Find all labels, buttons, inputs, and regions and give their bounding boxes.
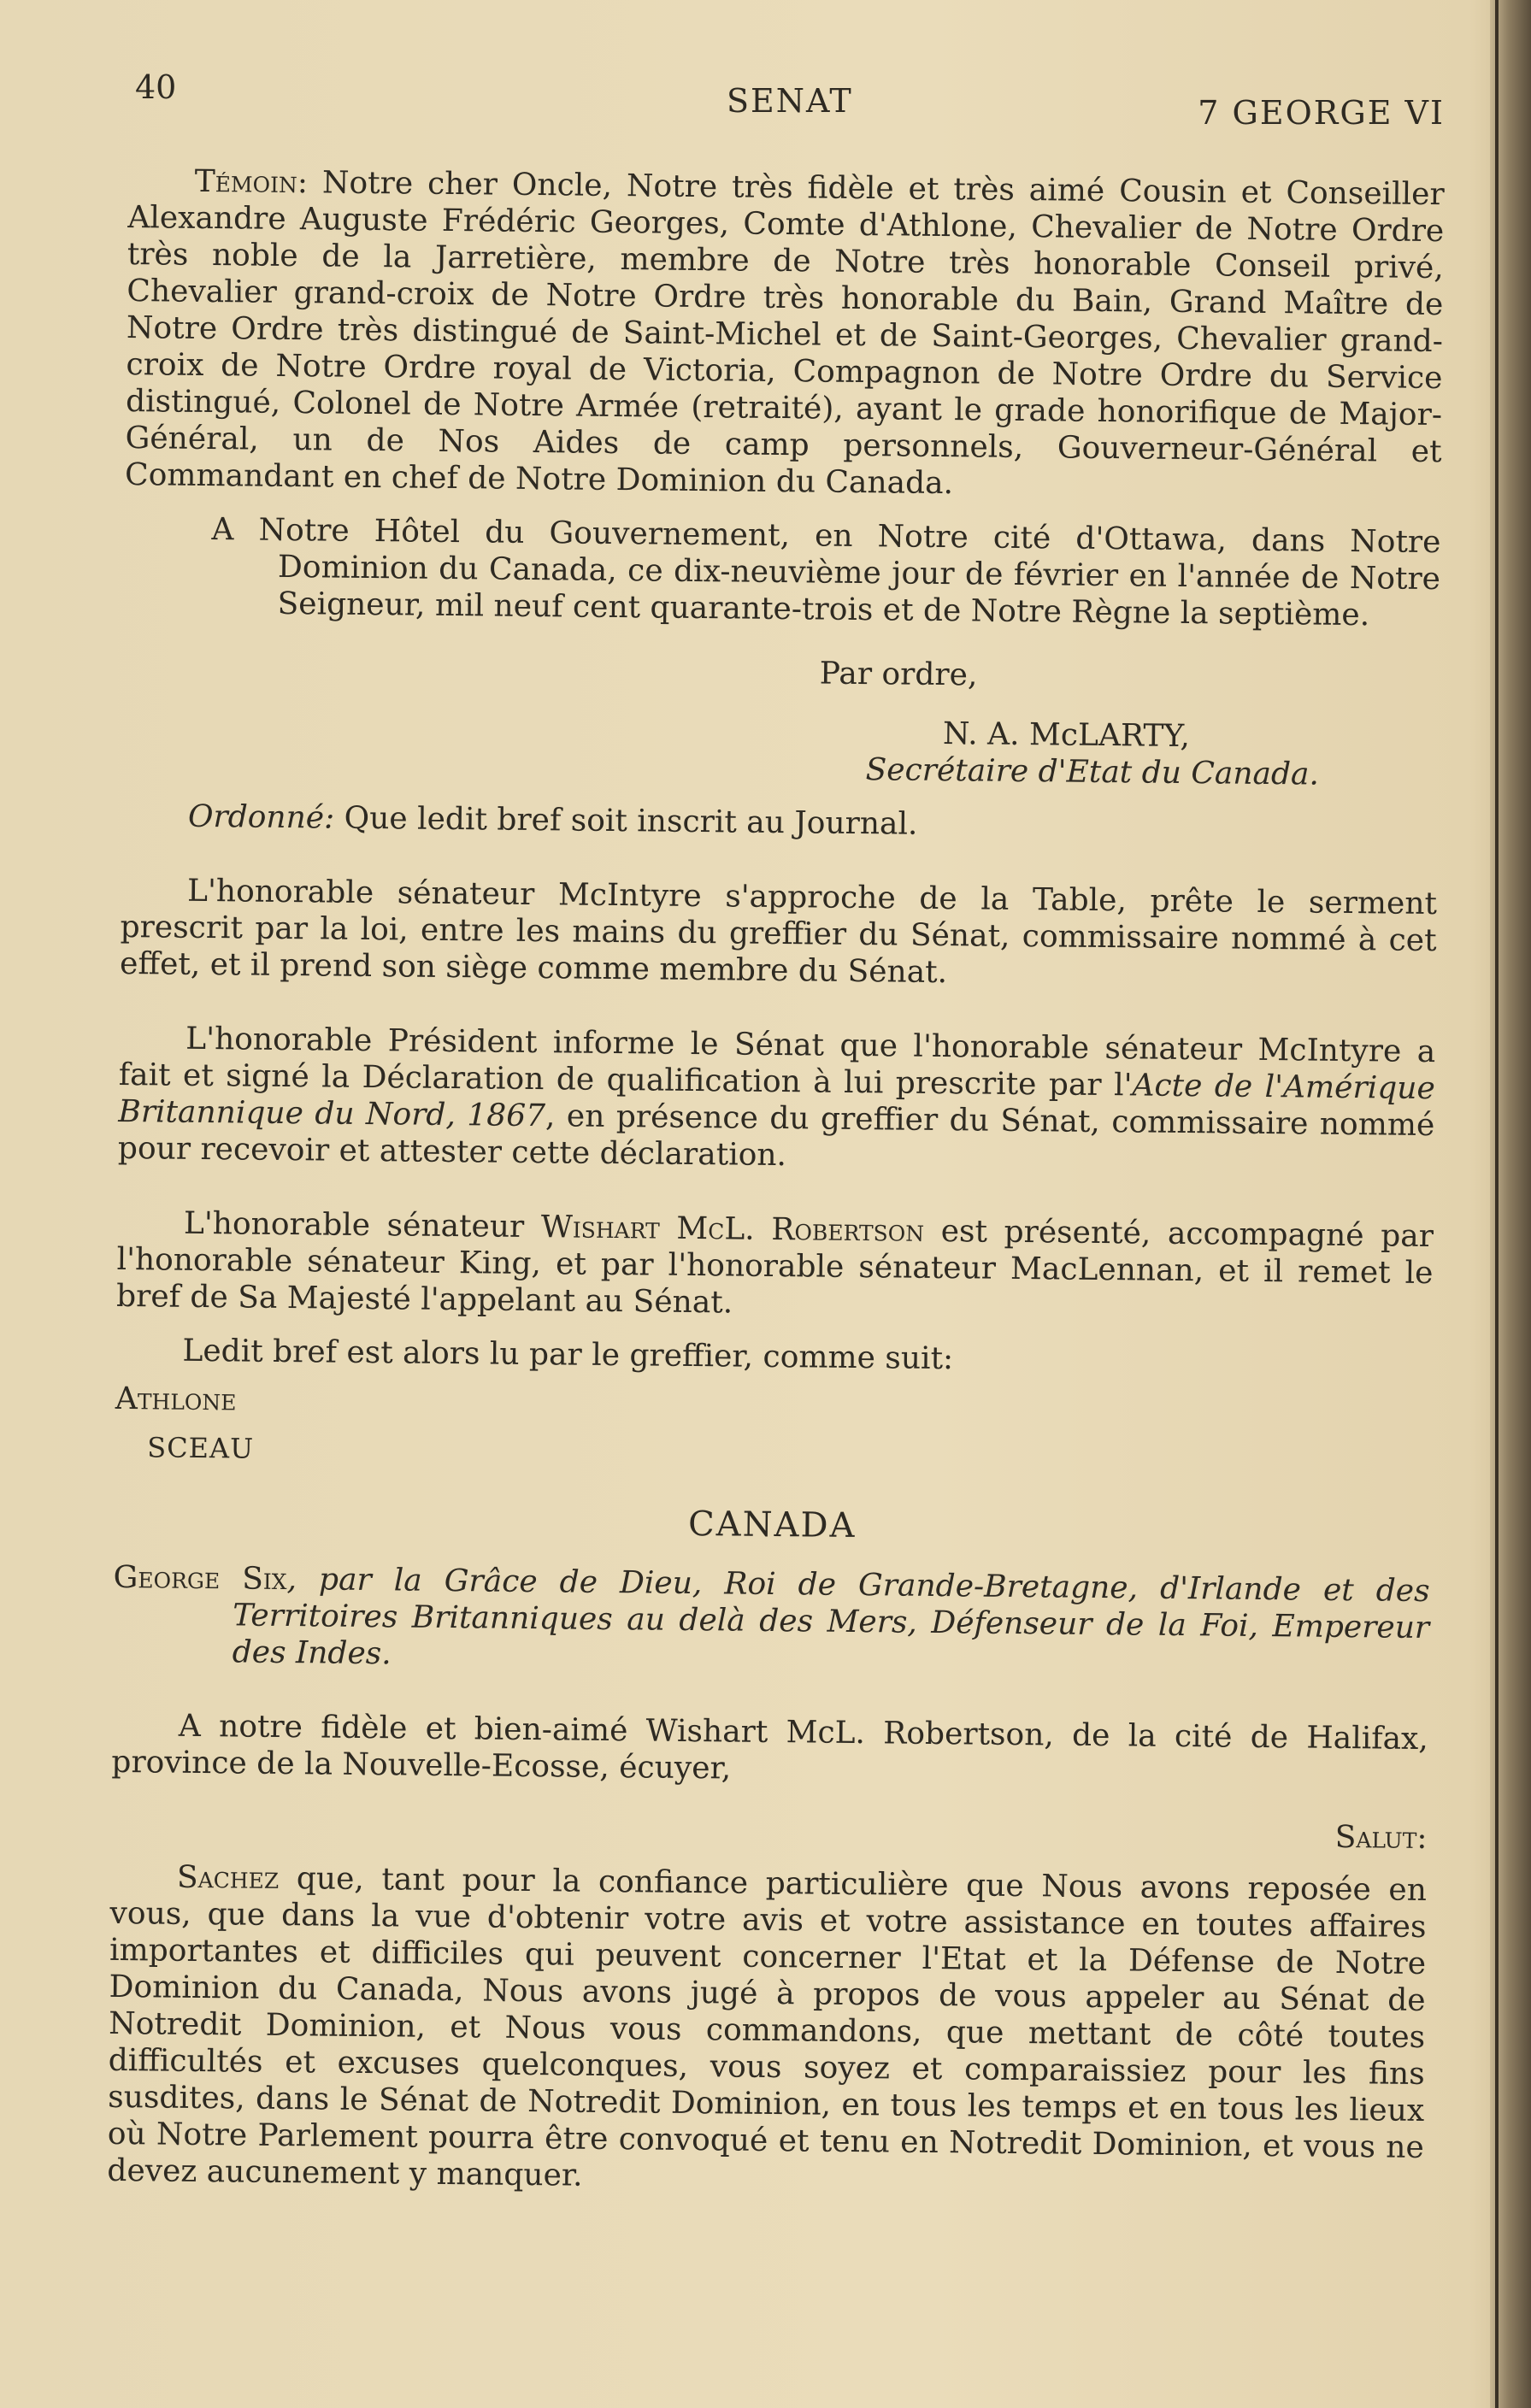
- president-text-2: , en présence du greffier du Sénat, commissaire nommé pour recevoir et attester cette déclaration.: [117, 1098, 1435, 1174]
- writ-body-paragraph: [107, 1858, 1427, 2203]
- president-text-1: L'honorable Président informe le Sénat que l'honorable sénateur McIntyre a fait et signé la Déclaration de qualification à lui prescrite par l': [118, 1021, 1436, 1104]
- mcintyre-oath-paragraph: L'honorable sénateur McIntyre s'approche de la Table, prête le serment prescrit par la loi, entre les mains du greffier du Sénat, commissaire nommé à cet effet, et il prend son siège comme membre du Sénat.: [119, 873, 1438, 991]
- writ-body-text: que, tant pour la confiance particulière que Nous avons reposée en vous, que dans la vue d'obtenir votre avis et votre assistance en toutes affaires importantes et difficiles qui peuvent concerner l'Etat et la Défense de Notre Dominion du Canada, Nous avons jugé à propos de vous appeler au Sénat de Notredit Dominion, et Nous vous commandons, que mettant de côté toutes difficultés et excuses quelconques, vous soyez et comparaissiez pour les fins susdites, dans le Sénat de Notredit Dominion, en tous les temps et en tous les lieux où Notre Parlement pourra être convoqué et tenu en Notredit Dominion, et vous ne devez aucunement y manquer.: [107, 1860, 1428, 2193]
- witness-text: Notre cher Oncle, Notre très fidèle et très aimé Cousin et Conseiller Alexandre Auguste Frédéric Georges, Comte d'Athlone, Chevalier de Notre Ordre très noble de la Jarretière, membre de Notre très honorable Conseil privé, Chevalier grand-croix de Notre Ordre très honorable du Bain, Grand Maître de Notre Ordre très distingué de Saint-Michel et de Saint-Georges, Chevalier grand-croix de Notre Ordre royal de Victoria, Compagnon de Notre Ordre du Service distingué, Colonel de Notre Armée (retraité), ayant le grade honorifique de Major-Général, un de Nos Aides de camp personnels, Gouverneur-Général et Commandant en chef de Notre Dominion du Canada.: [124, 165, 1445, 502]
- witness-paragraph: [125, 162, 1445, 507]
- robertson-text-2: est présenté, accompagné par l'honorable sénateur King, et par l'honorable sénateur MacLennan, et il remet le bref de Sa Majesté l'appelant au Sénat.: [115, 1213, 1434, 1321]
- writ-read-paragraph: Ledit bref est alors lu par le greffier, comme suit:: [182, 1333, 954, 1377]
- ordered-paragraph: [121, 798, 1438, 848]
- page-body: [107, 162, 1445, 2203]
- page-number: 40: [135, 68, 177, 106]
- signatory-name: N. A. McLARTY,: [942, 716, 1191, 755]
- by-order-line: Par ordre,: [819, 656, 978, 693]
- book-gutter-line: [1495, 0, 1499, 2408]
- reign-title: 7 GEORGE VI: [1198, 94, 1445, 132]
- page-header: [128, 60, 1462, 132]
- seal-label: SCEAU: [147, 1431, 255, 1465]
- robertson-paragraph: [116, 1204, 1434, 1328]
- signatory-title: Secrétaire d'Etat du Canada.: [865, 752, 1320, 792]
- ordered-label: Ordonné:: [187, 798, 335, 836]
- writ-first-word: Sachez: [176, 1859, 280, 1896]
- place-date-paragraph: A Notre Hôtel du Gouvernement, en Notre cité d'Ottawa, dans Notre Dominion du Canada, ce dix-neuvième jour de février en l'année de Notre Seigneur, mil neuf cent quarante-trois et de Notre Règne la septième.: [211, 512, 1441, 633]
- robertson-name: Wishart McL. Robertson: [540, 1210, 925, 1249]
- king-name: George Six: [113, 1559, 287, 1598]
- writ-heading: CANADA: [687, 1504, 857, 1546]
- robertson-text-1: L'honorable sénateur: [183, 1205, 542, 1245]
- king-titles-paragraph: [113, 1559, 1430, 1683]
- president-paragraph: [118, 1020, 1436, 1180]
- salutation: Salut:: [1334, 1819, 1428, 1857]
- witness-label: Témoin:: [194, 163, 309, 201]
- act-title: Acte de l'Amérique Britannique du Nord, 1867: [118, 1068, 1435, 1134]
- addressee-paragraph: A notre fidèle et bien-aimé Wishart McL. Robertson, de la cité de Halifax, province de la Nouvelle-Ecosse, écuyer,: [111, 1708, 1428, 1787]
- governor-signature: Athlone: [115, 1381, 237, 1418]
- ordered-text: Que ledit bref soit inscrit au Journal.: [334, 800, 918, 842]
- signature-block: [121, 648, 1440, 794]
- running-title: SENAT: [727, 82, 853, 120]
- king-titles: , par la Grâce de Dieu, Roi de Grande-Bretagne, d'Irlande et des Territoires Britanniques au delà des Mers, Défenseur de la Foi, Empereur des Indes.: [232, 1562, 1430, 1672]
